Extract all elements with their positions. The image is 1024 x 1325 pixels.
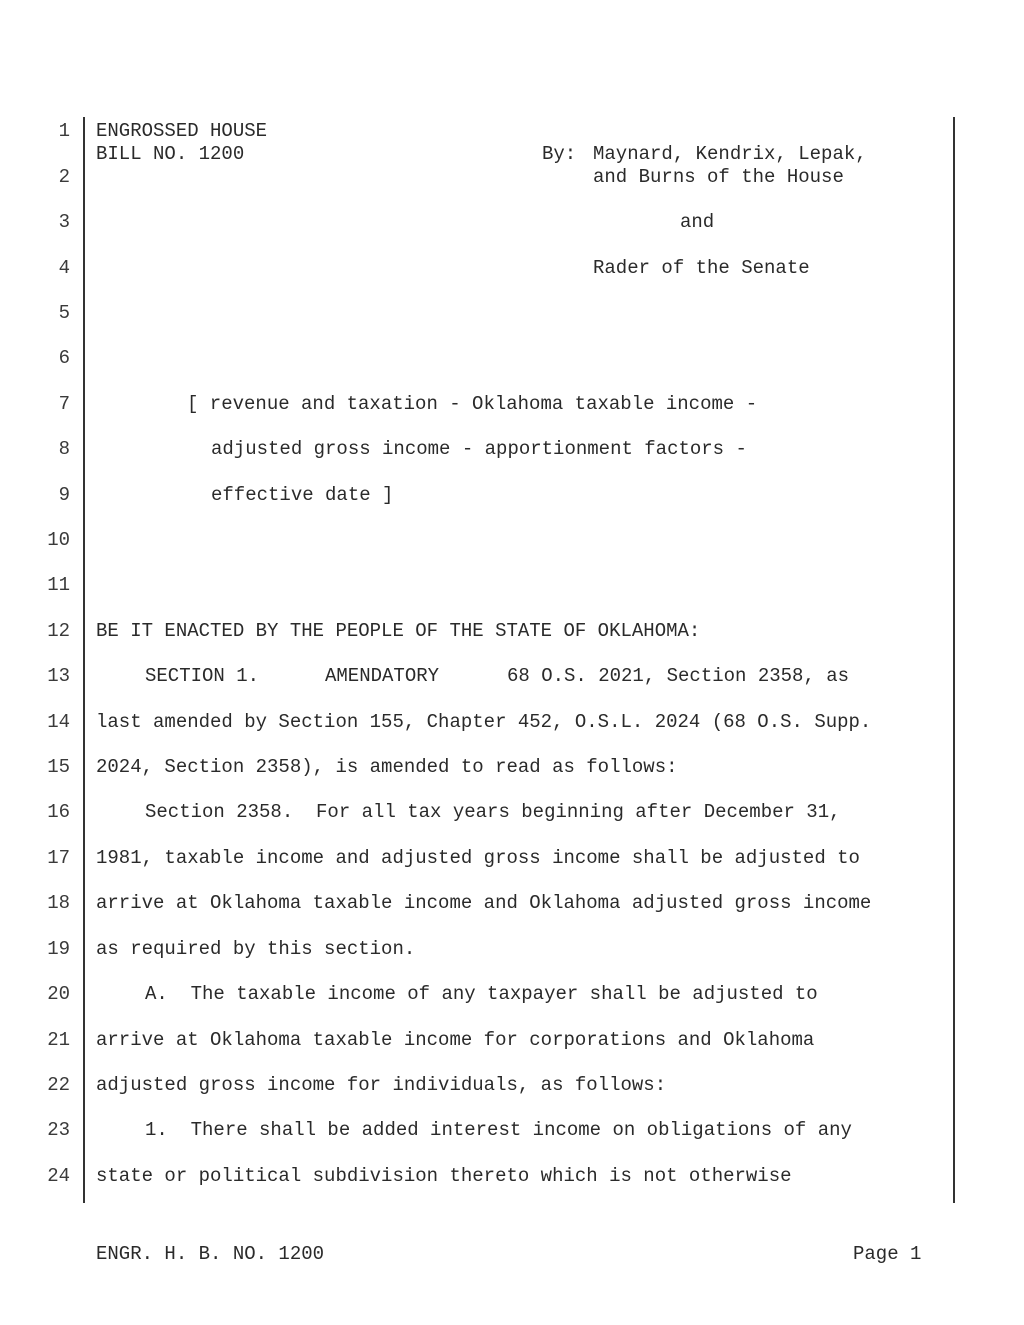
footer-bill-number: ENGR. H. B. NO. 1200 [96,1243,325,1265]
line-number: 17 [47,847,70,869]
bill-title-line2: BILL NO. 1200 [96,143,245,165]
enacting-clause: BE IT ENACTED BY THE PEOPLE OF THE STATE OF OKLAHOMA: [96,620,701,642]
amendatory-label: AMENDATORY [325,665,440,687]
and-conjunction: and [680,211,715,233]
body-line: arrive at Oklahoma taxable income for corporations and Oklahoma [96,1029,815,1051]
line-number: 23 [47,1119,70,1141]
body-line: Section 2358. For all tax years beginning after December 31, [145,801,841,823]
body-line: as required by this section. [96,938,416,960]
footer-page-number: Page 1 [853,1243,922,1265]
line-number: 12 [47,620,70,642]
line-number: 3 [58,211,70,233]
body-line: 1981, taxable income and adjusted gross income shall be adjusted to [96,847,860,869]
right-margin-rule [953,117,955,1203]
subject-line2: adjusted gross income - apportionment factors - [211,438,747,460]
body-line: 2024, Section 2358), is amended to read as follows: [96,756,678,778]
line-number: 4 [58,257,70,279]
line-number: 1 [58,120,70,142]
line-number: 11 [47,574,70,596]
line-number: 2 [58,166,70,188]
line-number: 14 [47,711,70,733]
line-number: 7 [58,393,70,415]
line-number: 19 [47,938,70,960]
body-line: adjusted gross income for individuals, as follows: [96,1074,667,1096]
line-number: 18 [47,892,70,914]
line-number: 9 [58,484,70,506]
senate-author: Rader of the Senate [593,257,810,279]
left-margin-rule [83,117,85,1203]
line-number: 10 [47,529,70,551]
body-line: A. The taxable income of any taxpayer shall be adjusted to [145,983,818,1005]
subject-line3: effective date ] [211,484,394,506]
statute-citation: 68 O.S. 2021, Section 2358, as [507,665,850,687]
line-number: 16 [47,801,70,823]
by-label: By: [542,143,577,165]
body-line: last amended by Section 155, Chapter 452, O.S.L. 2024 (68 O.S. Supp. [96,711,872,733]
line-number: 5 [58,302,70,324]
line-number: 13 [47,665,70,687]
body-line: state or political subdivision thereto which is not otherwise [96,1165,792,1187]
line-number: 22 [47,1074,70,1096]
bill-title-line1: ENGROSSED HOUSE [96,120,268,142]
body-line: 1. There shall be added interest income on obligations of any [145,1119,852,1141]
subject-line1: [ revenue and taxation - Oklahoma taxable income - [187,393,758,415]
body-line: arrive at Oklahoma taxable income and Oklahoma adjusted gross income [96,892,872,914]
section-label: SECTION 1. [145,665,260,687]
line-number: 20 [47,983,70,1005]
line-number: 15 [47,756,70,778]
line-number: 8 [58,438,70,460]
house-authors-line2: and Burns of the House [593,166,844,188]
line-number: 24 [47,1165,70,1187]
house-authors-line1: Maynard, Kendrix, Lepak, [593,143,867,165]
line-number: 6 [58,347,70,369]
line-number: 21 [47,1029,70,1051]
